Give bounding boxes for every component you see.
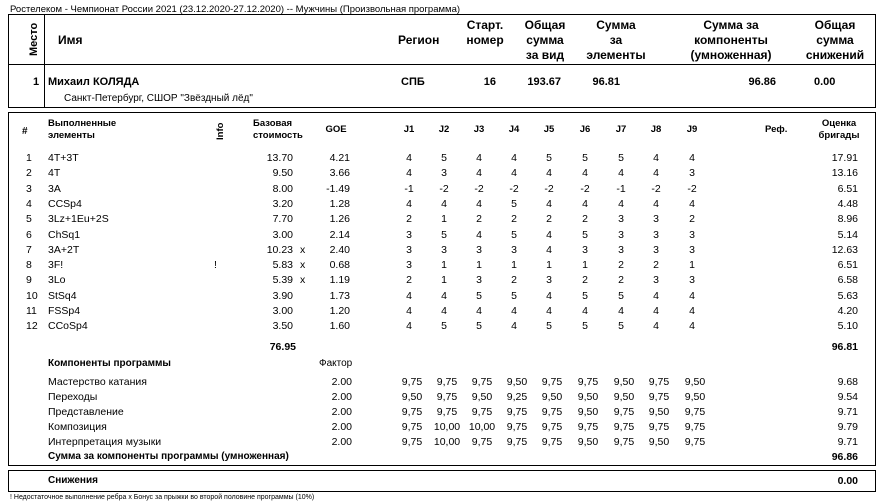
- element-number: 12: [26, 320, 38, 333]
- component-judge-score: 9,50: [577, 436, 599, 448]
- element-number: 10: [26, 289, 38, 302]
- element-judge-score: 4: [406, 289, 412, 302]
- element-judge-score: 4: [406, 167, 412, 180]
- region-header: Регион: [398, 33, 440, 47]
- element-judge-score: 2: [546, 213, 552, 226]
- component-judge-score: 9,75: [436, 406, 458, 418]
- element-judge-score: 4: [476, 228, 482, 241]
- element-code: FSSp4: [48, 305, 81, 317]
- element-judge-score: 3: [689, 228, 695, 241]
- element-number: 11: [26, 305, 37, 317]
- element-judge-score: 3: [546, 274, 552, 287]
- base-value-header: Базовая стоимость: [253, 118, 303, 141]
- element-base-value: 7.70: [272, 213, 293, 226]
- judge-header: J2: [438, 124, 450, 135]
- component-judge-score: 9,50: [684, 376, 706, 388]
- element-judge-score: 3: [582, 243, 588, 256]
- referee-header: Реф.: [765, 124, 788, 135]
- element-base-value: 5.83: [272, 259, 293, 272]
- element-panel-score: 5.14: [837, 228, 858, 241]
- element-number: 8: [26, 259, 32, 272]
- component-factor: 2.00: [331, 406, 352, 418]
- element-judge-score: 3: [441, 167, 447, 180]
- component-panel-score: 9.71: [837, 406, 858, 418]
- component-judge-score: 9,75: [436, 391, 458, 403]
- element-judge-score: 4: [406, 197, 412, 210]
- element-judge-score: 4: [689, 152, 695, 164]
- element-judge-score: 1: [476, 259, 482, 272]
- element-goe: 1.20: [329, 305, 350, 317]
- element-judge-score: 4: [653, 305, 659, 317]
- elements-sum-header: Сумма за элементы: [586, 18, 646, 62]
- component-judge-score: 9,75: [401, 436, 423, 448]
- element-goe: 2.14: [329, 228, 350, 241]
- element-judge-score: 5: [476, 289, 482, 302]
- component-name: Интерпретация музыки: [48, 436, 162, 448]
- element-base-value: 8.00: [272, 182, 293, 195]
- element-judge-score: 5: [511, 228, 517, 241]
- element-number: 5: [26, 213, 32, 226]
- element-goe: 1.73: [329, 289, 350, 302]
- element-code: ChSq1: [48, 228, 81, 241]
- element-judge-score: 4: [653, 320, 659, 333]
- element-bonus-mark: x: [300, 259, 306, 272]
- component-factor: 2.00: [331, 436, 352, 448]
- element-judge-score: 5: [582, 320, 588, 333]
- deductions-box: [8, 470, 876, 492]
- component-judge-score: 9,75: [471, 376, 493, 388]
- element-judge-score: 1: [441, 259, 447, 272]
- element-panel-score: 12.63: [831, 243, 858, 256]
- component-judge-score: 9,75: [684, 436, 706, 448]
- element-base-value: 5.39: [272, 274, 293, 287]
- component-judge-score: 9,75: [577, 421, 599, 433]
- element-judge-score: 2: [582, 213, 588, 226]
- element-judge-score: 4: [618, 197, 624, 210]
- element-panel-score: 13.16: [831, 167, 858, 180]
- element-number: 9: [26, 274, 32, 287]
- component-judge-score: 9,75: [684, 421, 706, 433]
- element-judge-score: -2: [544, 182, 554, 195]
- element-judge-score: 4: [653, 289, 659, 302]
- component-judge-score: 9,75: [506, 436, 528, 448]
- element-judge-score: 4: [441, 289, 447, 302]
- component-judge-score: 9,75: [613, 406, 635, 418]
- element-goe: 1.26: [329, 213, 350, 226]
- element-judge-score: 1: [689, 259, 695, 272]
- element-judge-score: 2: [406, 274, 412, 287]
- element-judge-score: 5: [511, 289, 517, 302]
- element-judge-score: 3: [653, 243, 659, 256]
- element-judge-score: 5: [441, 320, 447, 333]
- element-goe: 1.60: [329, 320, 350, 333]
- element-panel-score: 4.20: [837, 305, 858, 317]
- element-judge-score: 2: [406, 213, 412, 226]
- component-judge-score: 9,75: [648, 421, 670, 433]
- element-judge-score: 3: [476, 274, 482, 287]
- component-judge-score: 9,50: [684, 391, 706, 403]
- component-judge-score: 9,50: [541, 391, 563, 403]
- component-judge-score: 9,50: [648, 406, 670, 418]
- skater-total: 193.67: [527, 76, 561, 88]
- skater-deductions: 0.00: [814, 76, 836, 88]
- judge-header: J5: [543, 124, 555, 135]
- deductions-header: Общая сумма снижений: [805, 18, 865, 62]
- element-judge-score: 4: [546, 197, 552, 210]
- element-judge-score: 3: [618, 243, 624, 256]
- element-judge-score: 4: [511, 152, 517, 164]
- element-judge-score: 4: [546, 289, 552, 302]
- element-judge-score: -1: [616, 182, 626, 195]
- element-judge-score: 5: [582, 152, 588, 164]
- element-judge-score: 2: [689, 213, 695, 226]
- element-panel-score: 5.63: [837, 289, 858, 302]
- element-judge-score: -2: [651, 182, 661, 195]
- component-name: Переходы: [48, 391, 98, 403]
- element-judge-score: 4: [441, 305, 447, 317]
- element-judge-score: 5: [511, 197, 517, 210]
- element-judge-score: 1: [441, 213, 447, 226]
- component-judge-score: 9,50: [506, 376, 528, 388]
- element-goe: -1.49: [326, 182, 350, 195]
- components-total-label: Сумма за компоненты программы (умноженная): [48, 451, 289, 462]
- element-base-value: 10.23: [266, 243, 293, 256]
- element-base-value: 3.00: [272, 305, 293, 317]
- element-code: 3F!: [48, 259, 64, 272]
- element-judge-score: 5: [618, 152, 624, 164]
- component-panel-score: 9.68: [837, 376, 858, 388]
- element-judge-score: -2: [580, 182, 590, 195]
- skater-elements-score: 96.81: [592, 76, 620, 88]
- goe-header: GOE: [325, 124, 347, 135]
- skater-components-score: 96.86: [748, 76, 776, 88]
- component-judge-score: 9,50: [613, 391, 635, 403]
- info-header: Info: [215, 122, 226, 140]
- judge-header: J8: [650, 124, 662, 135]
- component-judge-score: 9,75: [648, 376, 670, 388]
- component-judge-score: 9,75: [648, 391, 670, 403]
- element-judge-score: 4: [406, 305, 412, 317]
- element-judge-score: -2: [509, 182, 519, 195]
- element-judge-score: 4: [546, 305, 552, 317]
- skater-name: Михаил КОЛЯДА: [48, 76, 140, 88]
- element-panel-score: 17.91: [831, 152, 858, 164]
- element-code: CCSp4: [48, 197, 82, 210]
- element-judge-score: 5: [476, 320, 482, 333]
- element-judge-score: 3: [406, 228, 412, 241]
- element-judge-score: -1: [404, 182, 414, 195]
- element-judge-score: 4: [582, 305, 588, 317]
- element-judge-score: 4: [653, 167, 659, 180]
- total-header: Общая сумма за вид: [524, 18, 566, 62]
- component-judge-score: 9,50: [471, 391, 493, 403]
- element-judge-score: 1: [441, 274, 447, 287]
- element-base-value: 13.70: [266, 152, 293, 164]
- skater-place: 1: [33, 76, 40, 88]
- component-judge-score: 9,75: [506, 421, 528, 433]
- component-judge-score: 9,75: [541, 436, 563, 448]
- element-judge-score: 4: [582, 197, 588, 210]
- element-judge-score: 5: [546, 320, 552, 333]
- element-number: 4: [26, 197, 32, 210]
- element-judge-score: -2: [474, 182, 484, 195]
- element-judge-score: 1: [511, 259, 517, 272]
- executed-elements-header: Выполненные элементы: [48, 118, 117, 141]
- component-judge-score: 9,75: [613, 436, 635, 448]
- element-judge-score: 3: [689, 274, 695, 287]
- element-judge-score: 3: [653, 274, 659, 287]
- element-panel-score: 8.96: [837, 213, 858, 226]
- element-bonus-mark: x: [300, 274, 306, 287]
- element-judge-score: 5: [582, 289, 588, 302]
- page-title: Ростелеком - Чемпионат России 2021 (23.12.2020-27.12.2020) -- Мужчины (Произвольная программа): [10, 4, 461, 15]
- footnote: ! Недостаточное выполнение ребра x Бонус за прыжки во второй половине программы (10%): [10, 494, 315, 501]
- skater-start-no: 16: [483, 76, 496, 88]
- component-judge-score: 9,75: [541, 406, 563, 418]
- judge-header: J7: [615, 124, 627, 135]
- element-base-value: 3.50: [272, 320, 293, 333]
- deductions-label: Снижения: [48, 475, 98, 486]
- element-code: 3A+2T: [48, 243, 80, 256]
- element-judge-score: -2: [687, 182, 697, 195]
- component-name: Композиция: [48, 421, 107, 433]
- place-header: Место: [28, 22, 40, 56]
- component-judge-score: 9,75: [471, 436, 493, 448]
- element-goe: 3.66: [329, 167, 350, 180]
- element-judge-score: 2: [582, 274, 588, 287]
- element-judge-score: 3: [406, 243, 412, 256]
- element-judge-score: 4: [476, 152, 482, 164]
- element-judge-score: 2: [511, 213, 517, 226]
- component-judge-score: 9,50: [648, 436, 670, 448]
- element-judge-score: 5: [618, 320, 624, 333]
- component-judge-score: 10,00: [433, 421, 461, 433]
- component-judge-score: 9,50: [613, 376, 635, 388]
- element-judge-score: 4: [689, 197, 695, 210]
- element-judge-score: 5: [441, 152, 447, 164]
- elements-total: 96.81: [831, 341, 858, 353]
- element-judge-score: 5: [546, 152, 552, 164]
- component-panel-score: 9.54: [837, 391, 858, 403]
- component-judge-score: 9,25: [506, 391, 528, 403]
- panel-score-header: Оценка бригады: [818, 118, 860, 141]
- component-judge-score: 9,75: [684, 406, 706, 418]
- element-number: 6: [26, 228, 32, 241]
- element-code: 3Lz+1Eu+2S: [48, 213, 109, 226]
- element-judge-score: 2: [653, 259, 659, 272]
- component-panel-score: 9.79: [837, 421, 858, 433]
- component-judge-score: 9,75: [541, 421, 563, 433]
- element-judge-score: 4: [511, 167, 517, 180]
- element-judge-score: 5: [582, 228, 588, 241]
- element-panel-score: 6.51: [837, 182, 858, 195]
- element-judge-score: 4: [476, 305, 482, 317]
- element-code: 4T: [48, 167, 61, 180]
- element-judge-score: 4: [511, 305, 517, 317]
- skater-region: СПБ: [401, 76, 425, 88]
- element-goe: 4.21: [329, 152, 350, 164]
- element-panel-score: 6.51: [837, 259, 858, 272]
- element-number: 1: [26, 152, 32, 164]
- header-divider: [8, 64, 876, 65]
- place-divider: [44, 14, 45, 108]
- element-judge-score: 4: [406, 152, 412, 164]
- element-judge-score: 4: [653, 197, 659, 210]
- element-judge-score: 4: [546, 243, 552, 256]
- element-judge-score: 4: [546, 228, 552, 241]
- element-judge-score: 4: [618, 167, 624, 180]
- base-total: 76.95: [269, 341, 296, 353]
- element-judge-score: 2: [476, 213, 482, 226]
- element-code: 3A: [48, 182, 61, 195]
- component-name: Представление: [48, 406, 124, 418]
- component-judge-score: 9,75: [401, 406, 423, 418]
- components-total: 96.86: [831, 451, 858, 463]
- elements-num-header: #: [22, 126, 28, 137]
- element-judge-score: 2: [511, 274, 517, 287]
- element-judge-score: 4: [689, 320, 695, 333]
- deductions-value: 0.00: [837, 475, 858, 487]
- element-base-value: 3.90: [272, 289, 293, 302]
- element-info: !: [214, 259, 217, 272]
- judge-header: J3: [473, 124, 485, 135]
- name-header: Имя: [58, 33, 83, 47]
- element-base-value: 9.50: [272, 167, 293, 180]
- element-goe: 1.19: [329, 274, 350, 287]
- component-judge-score: 9,75: [401, 376, 423, 388]
- element-judge-score: 4: [476, 167, 482, 180]
- element-judge-score: 3: [618, 213, 624, 226]
- component-factor: 2.00: [331, 421, 352, 433]
- element-number: 2: [26, 167, 32, 180]
- element-judge-score: 3: [618, 228, 624, 241]
- component-name: Мастерство катания: [48, 376, 147, 388]
- component-judge-score: 9,75: [541, 376, 563, 388]
- element-judge-score: 3: [441, 243, 447, 256]
- element-panel-score: 6.58: [837, 274, 858, 287]
- element-judge-score: 1: [582, 259, 588, 272]
- element-judge-score: 3: [689, 243, 695, 256]
- start-no-header: Старт. номер: [466, 18, 504, 47]
- element-panel-score: 5.10: [837, 320, 858, 333]
- element-judge-score: 3: [689, 167, 695, 180]
- judge-header: J9: [686, 124, 698, 135]
- judge-header: J6: [579, 124, 591, 135]
- element-base-value: 3.00: [272, 228, 293, 241]
- element-judge-score: 4: [582, 167, 588, 180]
- component-judge-score: 10,00: [433, 436, 461, 448]
- component-factor: 2.00: [331, 391, 352, 403]
- element-goe: 2.40: [329, 243, 350, 256]
- element-judge-score: 5: [441, 228, 447, 241]
- judge-header: J4: [508, 124, 520, 135]
- element-code: 4T+3T: [48, 152, 79, 164]
- element-judge-score: 1: [546, 259, 552, 272]
- element-judge-score: 4: [653, 152, 659, 164]
- component-judge-score: 9,50: [401, 391, 423, 403]
- element-judge-score: 4: [618, 305, 624, 317]
- component-judge-score: 9,50: [577, 391, 599, 403]
- element-judge-score: 2: [618, 274, 624, 287]
- component-judge-score: 9,75: [506, 406, 528, 418]
- element-code: 3Lo: [48, 274, 66, 287]
- factor-header: Фактор: [319, 358, 353, 369]
- components-sum-header: Сумма за компоненты (умноженная): [690, 18, 772, 62]
- element-number: 3: [26, 182, 32, 195]
- element-goe: 1.28: [329, 197, 350, 210]
- component-judge-score: 9,75: [436, 376, 458, 388]
- element-panel-score: 4.48: [837, 197, 858, 210]
- component-panel-score: 9.71: [837, 436, 858, 448]
- element-judge-score: 3: [653, 213, 659, 226]
- element-judge-score: 4: [406, 320, 412, 333]
- component-judge-score: 9,75: [471, 406, 493, 418]
- skater-club: Санкт-Петербург, СШОР "Звёздный лёд": [64, 93, 253, 104]
- element-judge-score: 3: [406, 259, 412, 272]
- component-judge-score: 10,00: [468, 421, 496, 433]
- component-judge-score: 9,75: [401, 421, 423, 433]
- element-judge-score: 4: [476, 197, 482, 210]
- element-bonus-mark: x: [300, 243, 306, 256]
- components-title: Компоненты программы: [48, 358, 171, 369]
- element-judge-score: 4: [546, 167, 552, 180]
- component-factor: 2.00: [331, 376, 352, 388]
- element-judge-score: 4: [511, 320, 517, 333]
- component-judge-score: 9,50: [577, 406, 599, 418]
- element-number: 7: [26, 243, 32, 256]
- element-judge-score: 4: [689, 305, 695, 317]
- element-base-value: 3.20: [272, 197, 293, 210]
- judge-header: J1: [403, 124, 415, 135]
- element-code: StSq4: [48, 289, 77, 302]
- element-goe: 0.68: [329, 259, 350, 272]
- element-judge-score: 3: [653, 228, 659, 241]
- element-judge-score: 4: [689, 289, 695, 302]
- element-judge-score: 4: [441, 197, 447, 210]
- element-judge-score: 3: [476, 243, 482, 256]
- element-judge-score: 5: [618, 289, 624, 302]
- component-judge-score: 9,75: [577, 376, 599, 388]
- element-judge-score: -2: [439, 182, 449, 195]
- component-judge-score: 9,75: [613, 421, 635, 433]
- element-judge-score: 3: [511, 243, 517, 256]
- element-code: CCoSp4: [48, 320, 88, 333]
- element-judge-score: 2: [618, 259, 624, 272]
